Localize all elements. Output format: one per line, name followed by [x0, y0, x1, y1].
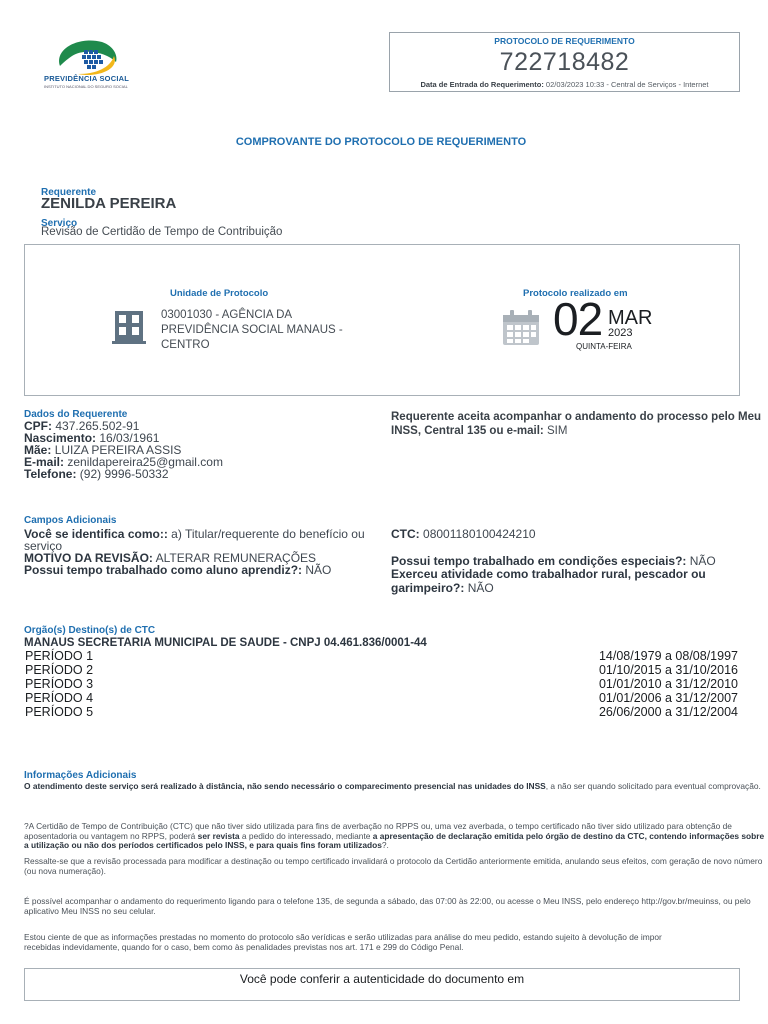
info-2-b: ser revista: [197, 830, 240, 841]
apprentice-label: Possui tempo trabalhado como aluno aprendiz?:: [24, 563, 303, 577]
special-conditions-row: [391, 555, 751, 567]
revision-reason-label: MOTIVO DA REVISÃO:: [24, 551, 153, 565]
follow-up-consent: [391, 410, 761, 438]
info-1-bold: O atendimento deste serviço será realizado à distância, não sendo necessário o comparecimento presencial nas unidades do INSS: [24, 781, 546, 791]
period-row: [25, 705, 738, 719]
period-range: 26/06/2000 a 31/12/2004: [598, 705, 738, 719]
birth-label: Nascimento:: [24, 431, 97, 445]
destination-organ-name: MANAUS SECRETARIA MUNICIPAL DE SAUDE - CNPJ 04.461.836/0001-44: [24, 637, 427, 649]
protocol-box: [389, 32, 740, 92]
email-value: zenildapereira25@gmail.com: [67, 455, 223, 469]
period-name: PERÍODO 5: [25, 705, 94, 719]
additional-fields-label: Campos Adicionais: [24, 515, 117, 526]
info-paragraph-1: [24, 782, 768, 792]
special-conditions-value: NÃO: [689, 554, 716, 568]
authenticity-box: [24, 968, 740, 1001]
period-row: [25, 649, 738, 663]
additional-fields-left: [24, 528, 369, 576]
authenticity-text: Você pode conferir a autenticidade do documento em: [239, 972, 525, 986]
rural-worker-value: NÃO: [467, 581, 494, 595]
special-conditions-label: Possui tempo trabalhado em condições especiais?:: [391, 554, 687, 568]
cpf-value: 437.265.502-91: [55, 419, 140, 433]
apprentice-value: NÃO: [305, 563, 332, 577]
revision-reason-value: ALTERAR REMUNERAÇÕES: [155, 551, 317, 565]
destination-organ-label: Orgão(s) Destino(s) de CTC: [24, 625, 156, 636]
info-2-a: ?A Certidão de Tempo de Contribuição (CTC) que não tiver sido utilizada para fins de averbação no RPPS ou, uma vez averbada, o tempo certificado não tiver sido utilizado para obtenção de aposentadoria ou vantagem no RPPS, poderá: [24, 821, 732, 841]
ctc-value: 08001180100424210: [423, 527, 536, 541]
identify-label: Você se identifica como::: [24, 527, 168, 541]
unit-label: Unidade de Protocolo: [170, 288, 269, 299]
mother-value: LUIZA PEREIRA ASSIS: [54, 443, 182, 457]
protocol-weekday: QUINTA-FEIRA: [576, 342, 632, 351]
info-2-d: a apresentação de declaração emitida pelo órgão de destino da CTC, contendo informações sobre a utilização ou não dos períodos certificados pelo INSS, e para quais fins foram utilizados: [24, 830, 765, 850]
info-1-rest: , a não ser quando solicitado para eventual comprovação.: [545, 781, 761, 791]
period-name: PERÍODO 1: [25, 649, 94, 663]
protocol-day: 02: [553, 293, 603, 345]
unit-value: 03001030 - AGÊNCIA DA PREVIDÊNCIA SOCIAL MANAUS - CENTRO: [161, 309, 343, 351]
logo-subtitle: INSTITUTO NACIONAL DO SEGURO SOCIAL: [44, 84, 128, 89]
period-row: [25, 691, 738, 705]
protocol-label: PROTOCOLO DE REQUERIMENTO: [494, 36, 635, 46]
protocol-month: MAR: [608, 307, 653, 329]
service-value: Revisão de Certidão de Tempo de Contribuição: [41, 226, 283, 238]
requester-label: Requerente: [41, 187, 97, 198]
protocol-entry-value: 02/03/2023 10:33 - Central de Serviços - Internet: [545, 80, 709, 89]
birth-value: 16/03/1961: [99, 431, 160, 445]
protocol-entry-label: Data de Entrada do Requerimento:: [420, 80, 544, 89]
period-range: 01/01/2010 a 31/12/2010: [598, 677, 738, 691]
period-name: PERÍODO 2: [25, 663, 94, 677]
requester-data-label: Dados do Requerente: [24, 409, 128, 420]
rural-worker-label: Exerceu atividade como trabalhador rural, pescador ou garimpeiro?:: [391, 567, 706, 595]
period-name: PERÍODO 3: [25, 677, 94, 691]
cpf-label: CPF:: [24, 419, 52, 433]
phone-value: (92) 9996-50332: [79, 467, 169, 481]
info-2-e: ?.: [381, 840, 389, 850]
protocol-unit-box: [24, 244, 740, 396]
protocol-number: 722718482: [499, 48, 630, 76]
phone-label: Telefone:: [24, 467, 77, 481]
ctc-label: CTC:: [391, 527, 420, 541]
protocol-date-label: Protocolo realizado em: [523, 288, 628, 299]
period-row: [25, 677, 738, 691]
apprentice-row: [24, 564, 369, 576]
rural-worker-row: [391, 567, 751, 595]
requester-data: [24, 420, 223, 480]
info-5-line-2: recebidas indevidamente, quando for o caso, bem como às penalidades previstas nos art. 171 e 299 do Código Penal.: [24, 941, 464, 952]
service-label: Serviço: [41, 218, 78, 229]
period-range: 01/10/2015 a 31/10/2016: [598, 663, 738, 677]
info-paragraph-2: [24, 822, 768, 851]
info-2-c: a pedido do interessado, mediante: [239, 830, 373, 841]
follow-up-value: SIM: [546, 425, 568, 437]
period-range: 01/01/2006 a 31/12/2007: [598, 691, 738, 705]
phone-row: [24, 468, 223, 480]
email-label: E-mail:: [24, 455, 65, 469]
info-paragraph-5: [24, 933, 768, 952]
mother-label: Mãe:: [24, 443, 52, 457]
protocol-entry-date: [390, 80, 739, 89]
document-title: COMPROVANTE DO PROTOCOLO DE REQUERIMENTO: [235, 136, 527, 148]
building-icon: [111, 309, 147, 345]
spacer: [391, 540, 751, 555]
period-list: [25, 649, 738, 719]
calendar-icon: [501, 309, 541, 347]
info-5-line-1: Estou ciente de que as informações prestadas no momento do protocolo são verídicas e serão utilizadas para análise do meu pedido, estando sujeito à devolução de impor: [24, 933, 662, 942]
protocol-year: 2023: [608, 327, 633, 339]
info-paragraph-3: Ressalte-se que a revisão processada para modificar a destinação ou tempo certificado invalidará o protocolo da Certidão anteriormente emitida, anulando seus efeitos, com geração de novo número (ou nova numeração).: [24, 856, 763, 876]
additional-info-label: Informações Adicionais: [24, 770, 137, 781]
identify-row: [24, 528, 369, 552]
ctc-row: [391, 528, 751, 540]
additional-fields-right: [391, 528, 751, 595]
follow-up-label: Requerente aceita acompanhar o andamento do processo pelo Meu INSS, Central 135 ou e-mail:: [391, 411, 762, 437]
period-name: PERÍODO 4: [25, 691, 94, 705]
identify-value: a) Titular/requerente do benefício ou serviço: [24, 527, 365, 553]
info-paragraph-4: É possível acompanhar o andamento do requerimento ligando para o telefone 135, de segunda a sábado, das 07:00 às 22:00, ou acesse o Meu INSS, pelo endereço http://gov.br/meuinss, ou pelo aplicativo Meu INSS no seu celular.: [24, 896, 751, 916]
period-range: 14/08/1979 a 08/08/1997: [598, 649, 738, 663]
logo-title: PREVIDÊNCIA SOCIAL: [44, 74, 129, 83]
requester-name: ZENILDA PEREIRA: [41, 195, 177, 212]
period-row: [25, 663, 738, 677]
